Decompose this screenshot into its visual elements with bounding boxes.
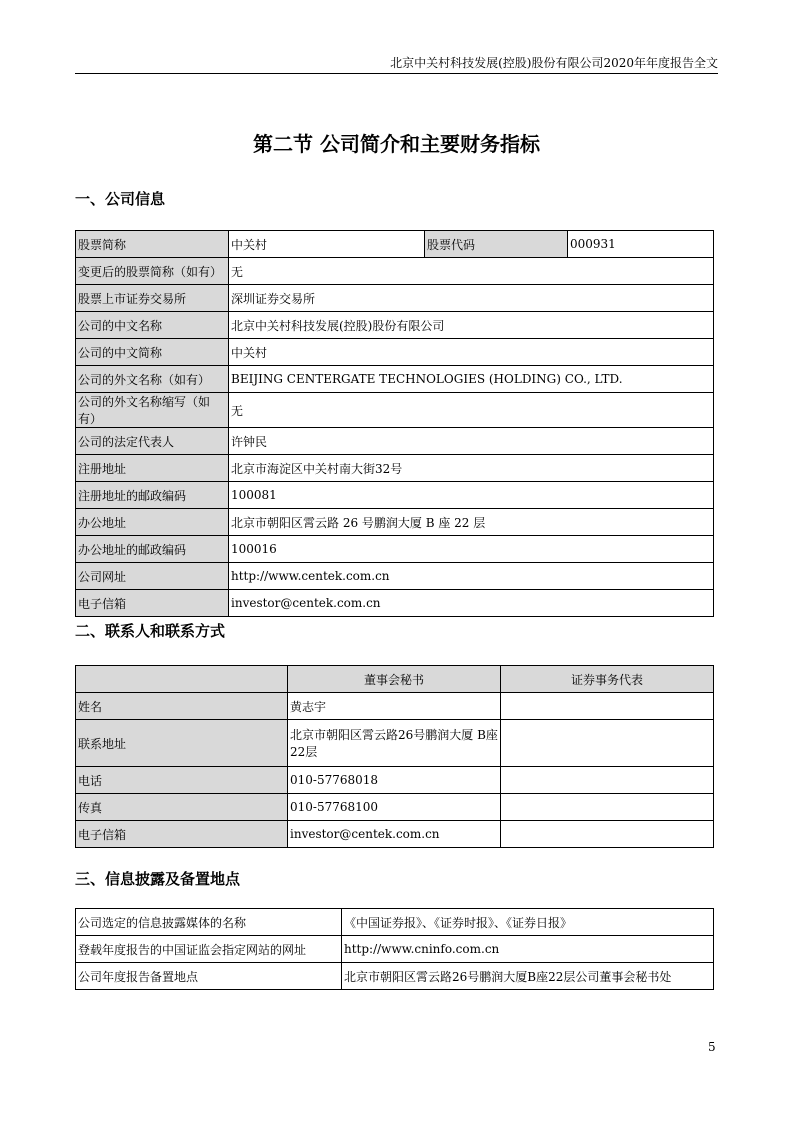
label-cell: 股票上市证券交易所 [76,285,229,312]
label-cell: 公司的中文简称 [76,339,229,366]
value-cell: 北京市朝阳区霄云路 26 号鹏润大厦 B 座 22 层 [229,509,714,536]
table-row [76,590,714,617]
table-row [76,312,714,339]
table-row [76,563,714,590]
value-cell: 010-57768018 [288,767,501,794]
label-cell: 电子信箱 [76,590,229,617]
table-row [76,258,714,285]
table-row [76,366,714,393]
value-cell: 北京市朝阳区霄云路26号鹏润大厦B座22层公司董事会秘书处 [342,963,714,990]
label-cell: 办公地址的邮政编码 [76,536,229,563]
value-cell: 登载年度报告的中国证监会指定网站的网址 [76,936,342,963]
table-row [76,482,714,509]
value-cell: http://www.cninfo.com.cn [342,936,714,963]
table-row [76,794,714,821]
value-cell: 许钟民 [229,428,714,455]
value-cell: 《中国证券报》、《证券时报》、《证券日报》 [342,909,714,936]
header-cell [76,666,288,693]
value-cell: 100016 [229,536,714,563]
label-cell: 姓名 [76,693,288,720]
value-cell: BEIJING CENTERGATE TECHNOLOGIES (HOLDING) CO., LTD. [229,366,714,393]
value-cell: 北京市海淀区中关村南大街32号 [229,455,714,482]
company-info-table [75,230,714,617]
contact-table [75,665,714,848]
label-cell: 注册地址 [76,455,229,482]
table-row [76,536,714,563]
section-heading: 三、信息披露及备置地点 [75,870,241,888]
value-cell: 中关村 [229,339,714,366]
table-row [76,666,714,693]
value-cell: 黄志宇 [288,693,501,720]
label-cell: 公司的中文名称 [76,312,229,339]
value-cell [501,720,714,767]
table-row [76,339,714,366]
value-cell: 北京中关村科技发展(控股)股份有限公司 [229,312,714,339]
value-cell: 100081 [229,482,714,509]
table-row [76,393,714,428]
label-cell: 传真 [76,794,288,821]
table-row [76,693,714,720]
value-cell [501,821,714,848]
header-cell: 董事会秘书 [288,666,501,693]
label-cell: 注册地址的邮政编码 [76,482,229,509]
running-header: 北京中关村科技发展(控股)股份有限公司2020年年度报告全文 [390,56,718,70]
header-rule [75,73,718,74]
table-row [76,285,714,312]
label-cell: 公司网址 [76,563,229,590]
table-row [76,936,714,963]
value-cell: http://www.centek.com.cn [229,563,714,590]
label-cell: 电子信箱 [76,821,288,848]
value-cell: investor@centek.com.cn [229,590,714,617]
page-number: 5 [708,1040,716,1054]
table-row [76,821,714,848]
label-cell: 公司的外文名称（如有） [76,366,229,393]
value-cell [501,693,714,720]
table-row [76,509,714,536]
table-row [76,963,714,990]
value-cell: 000931 [568,231,714,258]
section-heading: 二、联系人和联系方式 [75,622,226,640]
value-cell: 中关村 [229,231,425,258]
disclosure-table [75,908,714,990]
value-cell: 无 [229,393,714,428]
value-cell [501,794,714,821]
label-cell: 联系地址 [76,720,288,767]
page-title: 第二节 公司简介和主要财务指标 [253,132,540,156]
value-cell: 北京市朝阳区霄云路26号鹏润大厦 B座22层 [288,720,501,767]
table-row [76,720,714,767]
label-cell: 股票简称 [76,231,229,258]
header-cell: 证券事务代表 [501,666,714,693]
table-row [76,455,714,482]
value-cell: 公司选定的信息披露媒体的名称 [76,909,342,936]
value-cell: 无 [229,258,714,285]
label-cell: 股票代码 [425,231,568,258]
label-cell: 办公地址 [76,509,229,536]
label-cell: 电话 [76,767,288,794]
section-heading: 一、公司信息 [75,190,166,208]
label-cell: 公司的外文名称缩写（如有） [76,393,229,428]
table-row [76,231,714,258]
label-cell: 公司的法定代表人 [76,428,229,455]
value-cell: 010-57768100 [288,794,501,821]
table-row [76,767,714,794]
value-cell: 公司年度报告备置地点 [76,963,342,990]
value-cell [501,767,714,794]
value-cell: investor@centek.com.cn [288,821,501,848]
table-row [76,428,714,455]
label-cell: 变更后的股票简称（如有） [76,258,229,285]
table-row [76,909,714,936]
value-cell: 深圳证券交易所 [229,285,714,312]
